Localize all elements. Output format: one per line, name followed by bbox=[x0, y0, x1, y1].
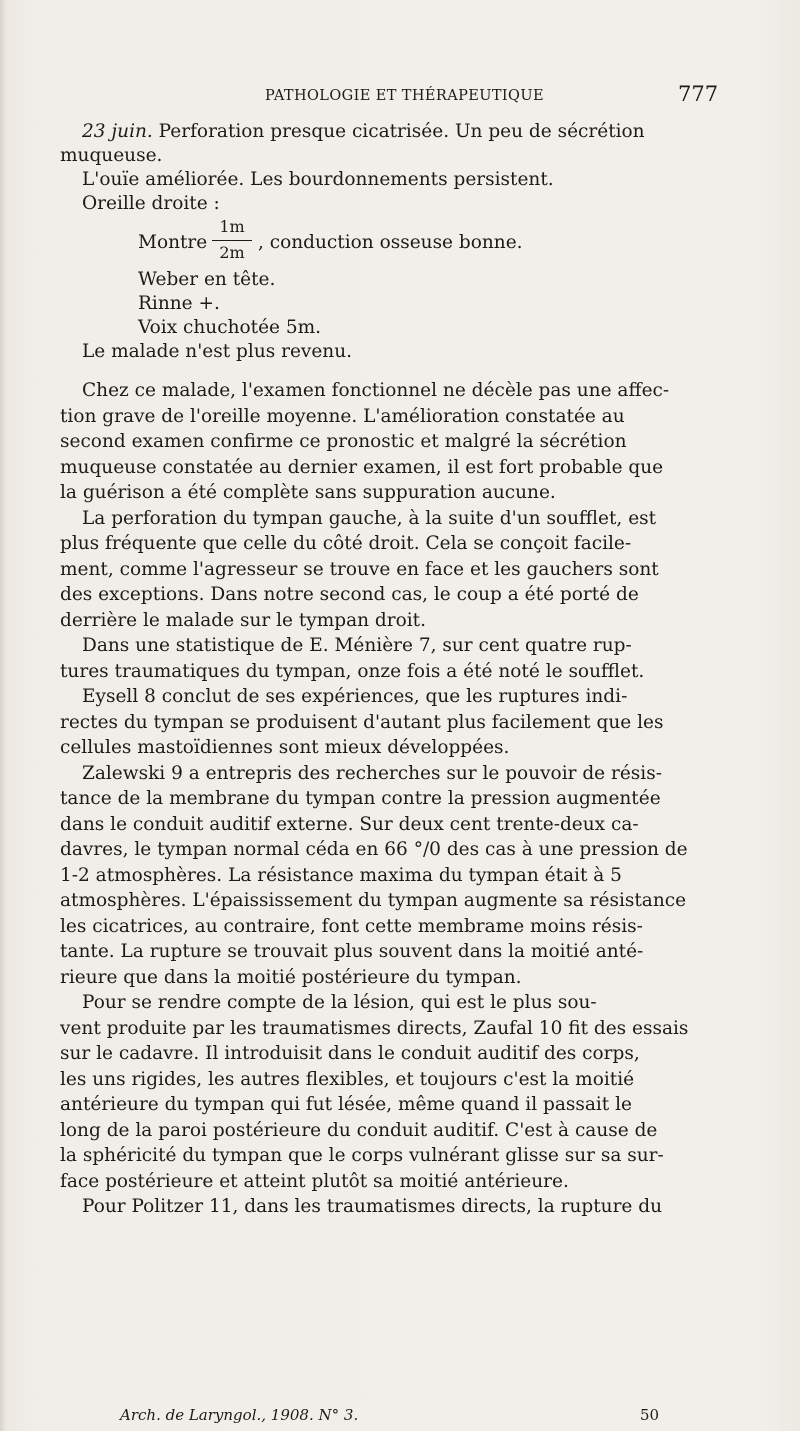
body-line: antérieure du tympan qui fut lésée, même quand il passait le bbox=[60, 1094, 632, 1115]
body-line: plus fréquente que celle du côté droit. Cela se conçoit facile- bbox=[60, 533, 632, 554]
body-line: tance de la membrane du tympan contre la pression augmentée bbox=[60, 788, 661, 809]
note-last-line: Le malade n'est plus revenu. bbox=[82, 341, 353, 362]
page-number: 777 bbox=[678, 82, 719, 106]
page-footer bbox=[120, 1406, 680, 1428]
journal-citation: Arch. de Laryngol., 1908. N° 3. bbox=[120, 1406, 359, 1424]
body-line: second examen confirme ce pronostic et malgré la sécrétion bbox=[60, 431, 627, 452]
body-line: les uns rigides, les autres flexibles, et toujours c'est la moitié bbox=[60, 1068, 635, 1090]
body-line: vent produite par les traumatismes directs, Zaufal 10 fit des essais bbox=[60, 1017, 689, 1039]
body-line: des exceptions. Dans notre second cas, le coup a été porté de bbox=[60, 584, 639, 605]
body-line: face postérieure et atteint plutôt sa moitié antérieure. bbox=[60, 1170, 569, 1192]
page-header bbox=[0, 82, 800, 112]
body-line: la sphéricité du tympan que le corps vulnérant glisse sur sa sur- bbox=[60, 1145, 664, 1166]
body-line: Pour se rendre compte de la lésion, qui est le plus sou- bbox=[82, 992, 597, 1013]
body-line: dans le conduit auditif externe. Sur deux cent trente-deux ca- bbox=[60, 813, 639, 835]
body-line: Zalewski 9 a entrepris des recherches sur le pouvoir de résis- bbox=[82, 762, 662, 784]
note-date: 23 juin. bbox=[82, 121, 153, 142]
note-line-3: L'ouïe améliorée. Les bourdonnements persistent. bbox=[82, 169, 554, 190]
montre-measure bbox=[60, 216, 743, 268]
montre-rest: , conduction osseuse bonne. bbox=[258, 232, 523, 253]
body-line: ment, comme l'agresseur se trouve en face et les gauchers sont bbox=[60, 558, 659, 580]
body-line: tures traumatiques du tympan, onze fois a été noté le soufflet. bbox=[60, 660, 645, 682]
body-line: Dans une statistique de E. Ménière 7, sur cent quatre rup- bbox=[82, 635, 632, 656]
note-line-4: Oreille droite : bbox=[82, 193, 220, 214]
fraction-numerator: 1m bbox=[219, 217, 245, 236]
fraction-denominator: 2m bbox=[219, 243, 245, 262]
body-line: tion grave de l'oreille moyenne. L'amélioration constatée au bbox=[60, 405, 625, 427]
body-text bbox=[60, 378, 743, 1220]
body-line: long de la paroi postérieure du conduit auditif. C'est à cause de bbox=[60, 1119, 658, 1141]
body-line: cellules mastoïdiennes sont mieux développées. bbox=[60, 737, 510, 758]
body-line: Eysell 8 conclut de ses expériences, que les ruptures indi- bbox=[82, 686, 628, 707]
body-line: rectes du tympan se produisent d'autant plus facilement que les bbox=[60, 711, 664, 733]
voix-line: Voix chuchotée 5m. bbox=[138, 317, 322, 338]
note-line-1-text: Perforation presque cicatrisée. Un peu de sécrétion bbox=[152, 121, 645, 142]
body-line: atmosphères. L'épaississement du tympan augmente sa résistance bbox=[60, 890, 687, 911]
body-line: 1-2 atmosphères. La résistance maxima du tympan était à 5 bbox=[60, 864, 622, 886]
montre-label: Montre bbox=[138, 232, 208, 253]
body-line: Chez ce malade, l'examen fonctionnel ne décèle pas une affec- bbox=[82, 380, 670, 401]
weber-line: Weber en tête. bbox=[138, 269, 276, 290]
body-line: davres, le tympan normal céda en 66 °/0 des cas à une pression de bbox=[60, 839, 688, 860]
body-line: la guérison a été complète sans suppuration aucune. bbox=[60, 482, 556, 503]
note-line-1 bbox=[60, 120, 743, 144]
body-line: derrière le malade sur le tympan droit. bbox=[60, 609, 426, 631]
body-line: La perforation du tympan gauche, à la suite d'un soufflet, est bbox=[82, 507, 657, 529]
fraction-bar bbox=[212, 240, 252, 241]
body-line: sur le cadavre. Il introduisit dans le conduit auditif des corps, bbox=[60, 1043, 640, 1064]
rinne-line: Rinne +. bbox=[138, 293, 220, 314]
body-line: Pour Politzer 11, dans les traumatismes directs, la rupture du bbox=[82, 1196, 663, 1217]
body-line: les cicatrices, au contraire, font cette membrame moins résis- bbox=[60, 915, 643, 937]
body-line: muqueuse constatée au dernier examen, il est fort probable que bbox=[60, 456, 664, 478]
body-line: tante. La rupture se trouvait plus souvent dans la moitié anté- bbox=[60, 941, 644, 962]
body-line: rieure que dans la moitié postérieure du tympan. bbox=[60, 966, 522, 988]
note-line-2: muqueuse. bbox=[60, 145, 163, 166]
signature-mark: 50 bbox=[640, 1406, 660, 1424]
page-content bbox=[60, 120, 743, 1220]
running-head: PATHOLOGIE ET THÉRAPEUTIQUE bbox=[265, 88, 544, 104]
montre-fraction bbox=[212, 216, 252, 263]
